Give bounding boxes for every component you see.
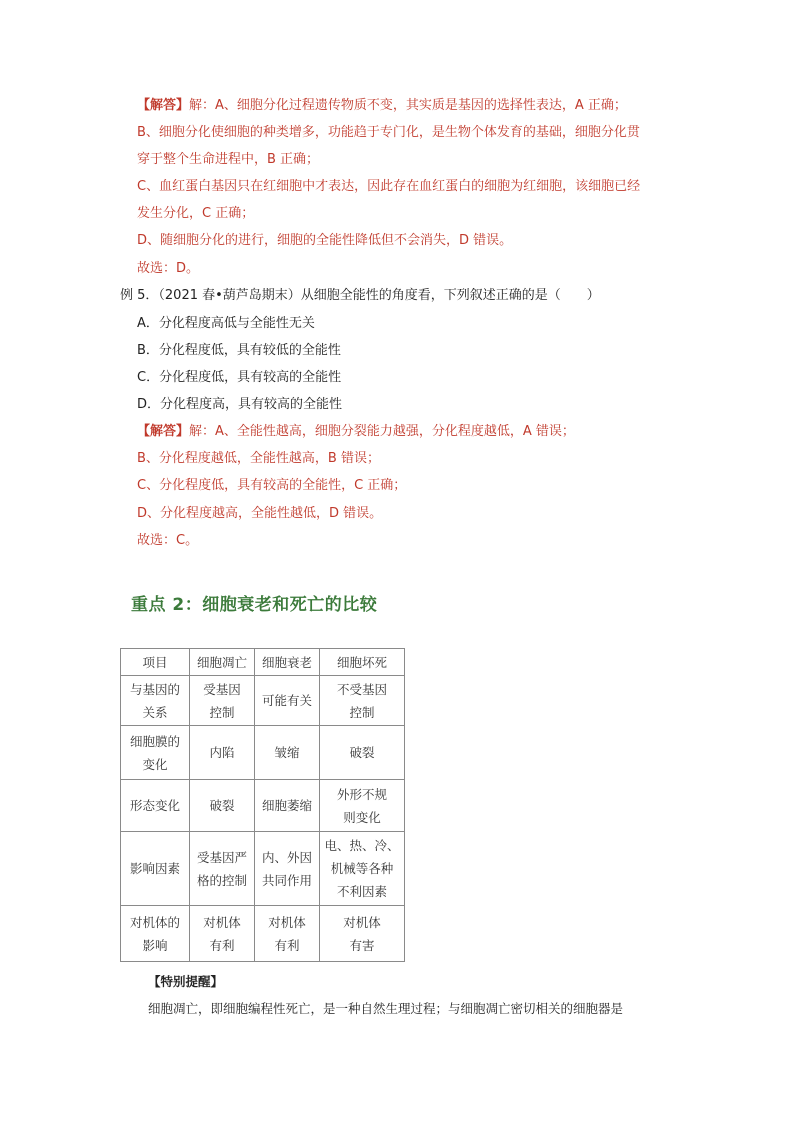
row-label: 形态变化 xyxy=(121,780,190,832)
example5-question: 例 5．（2021 春•葫芦岛期末）从细胞全能性的角度看，下列叙述正确的是（ ） xyxy=(120,288,600,303)
answer-tag: 【解答】 xyxy=(137,424,190,439)
option-d: D．分化程度高，具有较高的全能性 xyxy=(137,397,343,412)
table-row xyxy=(121,726,405,780)
answer5-line3: C、分化程度低，具有较高的全能性，C 正确； xyxy=(137,478,407,493)
answer4-choice: 故选：D。 xyxy=(137,261,200,276)
row-label: 对机体的 影响 xyxy=(121,906,190,962)
header-cell: 细胞衰老 xyxy=(255,649,320,676)
table-cell: 破裂 xyxy=(320,726,405,780)
table-cell: 对机体 有利 xyxy=(190,906,255,962)
table-cell: 对机体 有害 xyxy=(320,906,405,962)
table-cell: 内、外因 共同作用 xyxy=(255,832,320,906)
table-row xyxy=(121,780,405,832)
answer-tag: 【解答】 xyxy=(137,98,190,113)
table-cell: 细胞萎缩 xyxy=(255,780,320,832)
table-cell: 不受基因 控制 xyxy=(320,676,405,726)
table-cell: 外形不规 则变化 xyxy=(320,780,405,832)
table-cell: 对机体 有利 xyxy=(255,906,320,962)
table-row xyxy=(121,676,405,726)
table-cell: 破裂 xyxy=(190,780,255,832)
header-cell: 项目 xyxy=(121,649,190,676)
answer5-line1 xyxy=(137,424,575,440)
answer4-line5: 发生分化，C 正确； xyxy=(137,206,255,221)
table-row xyxy=(121,832,405,906)
table-cell: 受基因 控制 xyxy=(190,676,255,726)
header-cell: 细胞凋亡 xyxy=(190,649,255,676)
table-cell: 可能有关 xyxy=(255,676,320,726)
answer4-line6: D、随细胞分化的进行，细胞的全能性降低但不会消失，D 错误。 xyxy=(137,233,513,248)
option-b: B．分化程度低，具有较低的全能性 xyxy=(137,343,341,358)
answer4-line2: B、细胞分化使细胞的种类增多，功能趋于专门化，是生物个体发育的基础，细胞分化贯 xyxy=(137,125,640,140)
answer4-line4: C、血红蛋白基因只在红细胞中才表达，因此存在血红蛋白的细胞为红细胞，该细胞已经 xyxy=(137,179,641,194)
table-cell: 受基因严 格的控制 xyxy=(190,832,255,906)
section-heading: 重点 2：细胞衰老和死亡的比较 xyxy=(131,595,378,615)
answer4-line3: 穿于整个生命进程中，B 正确； xyxy=(137,152,320,167)
comparison-table xyxy=(120,648,405,962)
table-cell: 皱缩 xyxy=(255,726,320,780)
note-title: 【特别提醒】 xyxy=(148,974,224,989)
table-row xyxy=(121,906,405,962)
answer4-line1 xyxy=(137,98,627,114)
answer5-line4: D、分化程度越高，全能性越低，D 错误。 xyxy=(137,506,383,521)
note-body: 细胞凋亡，即细胞编程性死亡，是一种自然生理过程；与细胞凋亡密切相关的细胞器是 xyxy=(148,1001,624,1016)
header-cell: 细胞坏死 xyxy=(320,649,405,676)
table-cell: 内陷 xyxy=(190,726,255,780)
answer4-text1: 解：A、细胞分化过程遗传物质不变，其实质是基因的选择性表达，A 正确； xyxy=(189,98,627,113)
answer5-choice: 故选：C。 xyxy=(137,533,199,548)
table-cell: 电、热、冷、 机械等各种 不利因素 xyxy=(320,832,405,906)
row-label: 影响因素 xyxy=(121,832,190,906)
table-header-row xyxy=(121,649,405,676)
answer5-text1: 解：A、全能性越高，细胞分裂能力越强，分化程度越低，A 错误； xyxy=(189,424,575,439)
row-label: 与基因的 关系 xyxy=(121,676,190,726)
option-c: C．分化程度低，具有较高的全能性 xyxy=(137,370,342,385)
answer5-line2: B、分化程度越低，全能性越高，B 错误； xyxy=(137,451,380,466)
row-label: 细胞膜的 变化 xyxy=(121,726,190,780)
option-a: A．分化程度高低与全能性无关 xyxy=(137,316,315,331)
